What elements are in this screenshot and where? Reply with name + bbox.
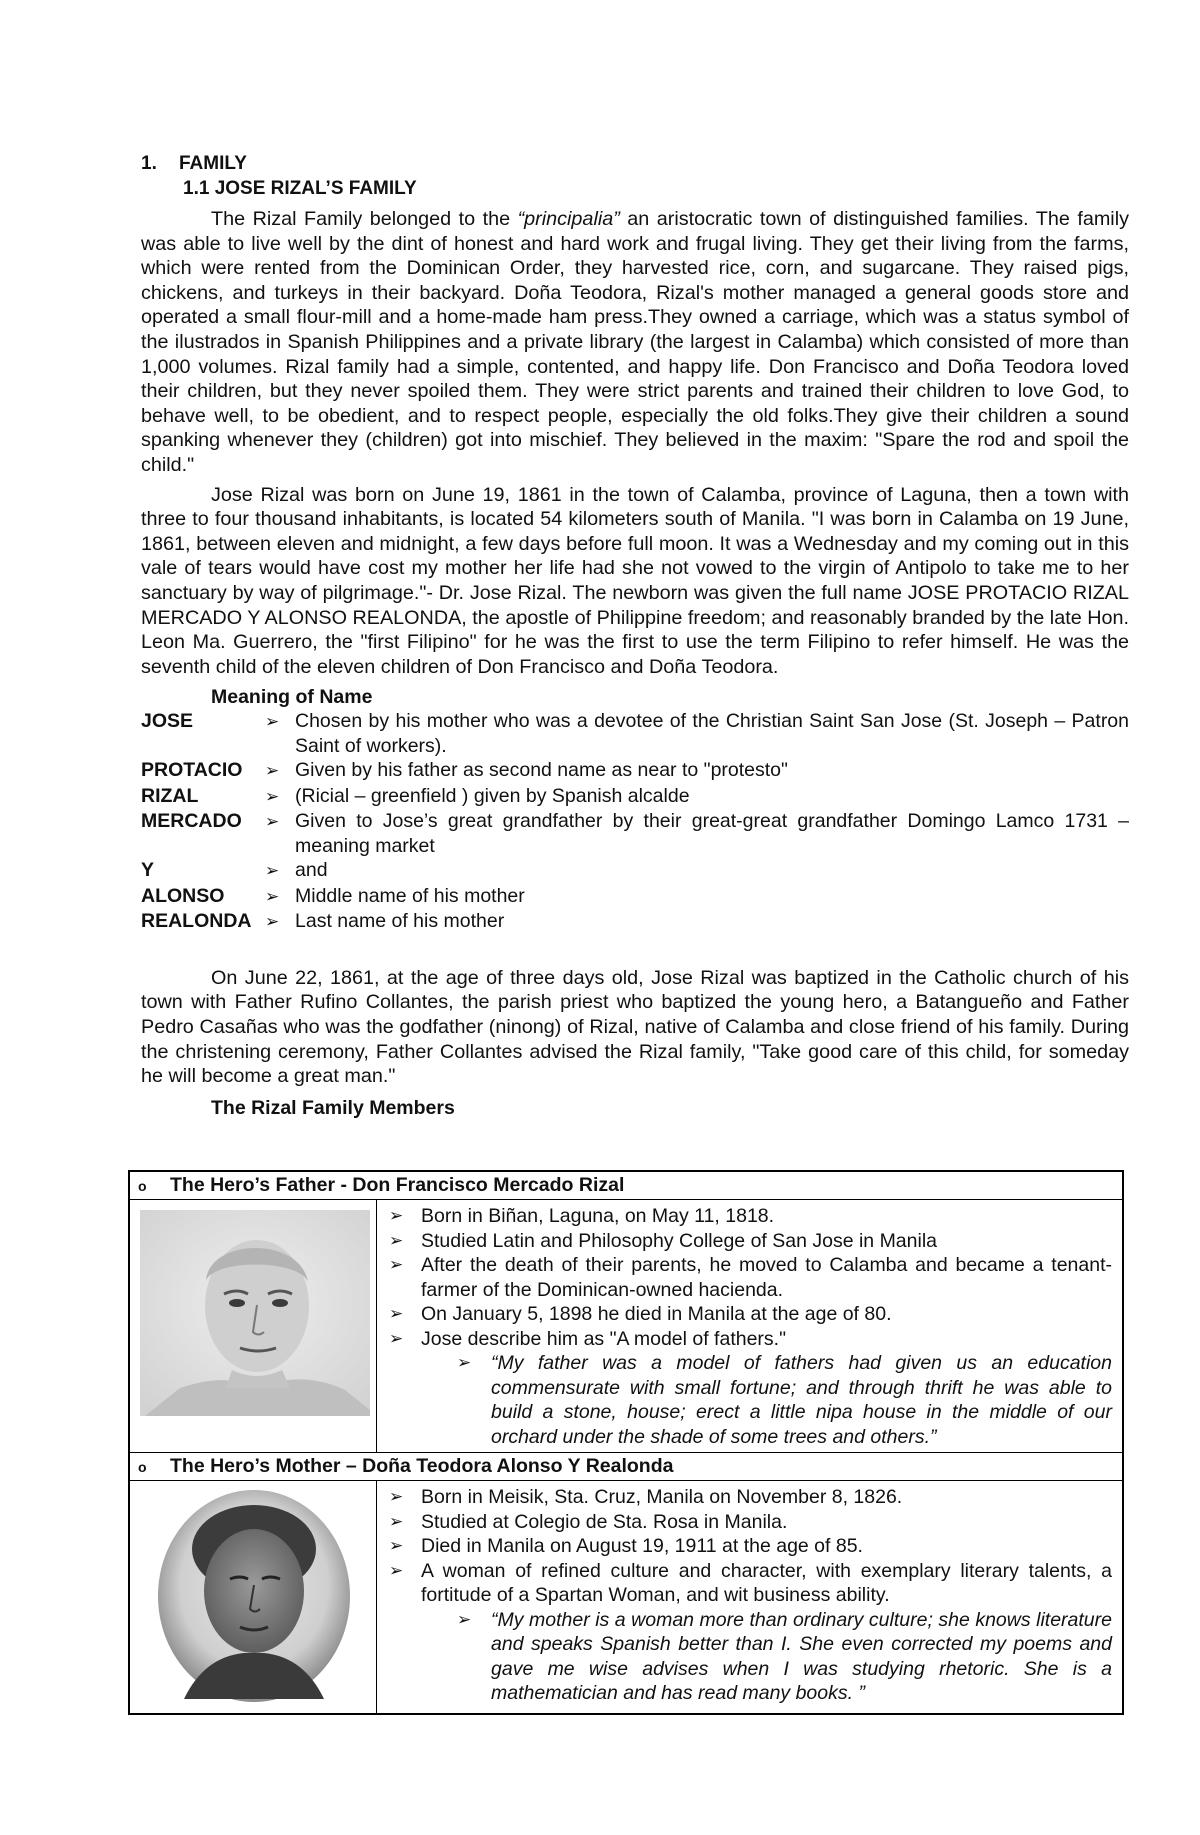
paragraph-birth: Jose Rizal was born on June 19, 1861 in the town of Calamba, province of Laguna, then a town with three to four thousand inhabitants, is located 54 kilometers south of Manila. "I was born in Calamba on 19 June, 1861, between eleven and midnight, a few days before full moon. It was a Wednesday and my coming out in this vale of tears would have cost my mother her life had she not vowed to the virgin of Antipolo to take me to her sanctuary by way of pilgrimage."- Dr. Jose Rizal. The newborn was given the full name JOSE PROTACIO RIZAL MERCADO Y ALONSO REALONDA, the apostle of Philippine freedom; and reasonably branded by the late Hon. Leon Ma. Guerrero, the "first Filipino" for he was the first to use the term Filipino to refer himself. He was the seventh child of the eleven children of Don Francisco and Doña Teodora. <box>141 483 1129 678</box>
arrow-bullet-icon: ➢ <box>457 1353 472 1372</box>
father-photo-cell <box>129 1200 377 1453</box>
arrow-bullet-icon: ➢ <box>265 761 280 781</box>
fact-text: On January 5, 1898 he died in Manila at the age of 80. <box>421 1303 892 1325</box>
arrow-bullet-icon: ➢ <box>457 1609 472 1629</box>
name-meaning-row <box>141 784 1129 810</box>
name-definition: Middle name of his mother <box>295 884 525 907</box>
section-title: FAMILY <box>179 153 247 174</box>
father-facts-list <box>377 1204 1122 1449</box>
name-meaning-row <box>141 758 1129 784</box>
arrow-bullet-icon: ➢ <box>265 786 280 806</box>
mother-photo-cell <box>129 1481 377 1715</box>
principalia-term: “principalia” <box>517 208 620 230</box>
name-definition: Given by his father as second name as near to "protesto" <box>295 759 788 782</box>
circle-bullet-icon: o <box>138 1459 147 1475</box>
arrow-bullet-icon: ➢ <box>265 812 280 832</box>
quote-item <box>389 1351 1112 1449</box>
father-header <box>129 1171 1123 1200</box>
name-meaning-table <box>141 709 1129 935</box>
arrow-bullet-icon: ➢ <box>389 1560 404 1580</box>
name-term: Y <box>141 859 155 882</box>
arrow-bullet-icon: ➢ <box>265 861 280 881</box>
members-heading: The Rizal Family Members <box>211 1096 455 1119</box>
arrow-bullet-icon: ➢ <box>389 1206 404 1225</box>
arrow-bullet-cell <box>265 784 295 810</box>
fact-item <box>389 1327 1112 1352</box>
fact-text: A woman of refined culture and character, with exemplary literary talents, a fortitude of a Spartan Woman, and wit business ability. <box>421 1559 1112 1606</box>
arrow-bullet-icon: ➢ <box>389 1511 404 1531</box>
arrow-bullet-cell <box>265 809 295 858</box>
mother-portrait-photo <box>144 1489 374 1703</box>
paragraph-baptism: On June 22, 1861, at the age of three days old, Jose Rizal was baptized in the Catholic church of his town with Father Rufino Collantes, the parish priest who baptized the young hero, a Batangueño and Father Pedro Casañas who was the godfather (ninong) of Rizal, native of Calamba and close friend of his family. During the christening ceremony, Father Collantes advised the Rizal family, "Take good care of this child, for someday he will become a great man." <box>141 966 1129 1088</box>
section-number: 1. <box>141 153 157 174</box>
father-portrait-photo <box>140 1210 370 1416</box>
fact-text: Studied at Colegio de Sta. Rosa in Manila. <box>421 1510 788 1533</box>
fact-text: Born in Meisik, Sta. Cruz, Manila on November 8, 1826. <box>421 1486 903 1508</box>
fact-text: After the death of their parents, he moved to Calamba and became a tenant-farmer of the Dominican-owned hacienda. <box>421 1254 1112 1301</box>
arrow-bullet-icon: ➢ <box>389 1255 404 1274</box>
fact-text: Jose describe him as "A model of fathers." <box>421 1327 787 1350</box>
name-definition: (Ricial – greenfield ) given by Spanish alcalde <box>295 784 690 807</box>
arrow-bullet-cell <box>265 884 295 910</box>
meaning-heading: Meaning of Name <box>211 686 373 709</box>
name-term: PROTACIO <box>141 759 243 782</box>
fact-item <box>389 1229 1112 1254</box>
document-page <box>141 152 1129 1119</box>
name-meaning-row <box>141 909 1129 935</box>
fact-item <box>389 1253 1112 1302</box>
arrow-bullet-cell <box>265 909 295 935</box>
quote-item <box>389 1608 1112 1706</box>
name-term: RIZAL <box>141 784 199 807</box>
fact-item <box>389 1559 1112 1608</box>
arrow-bullet-icon: ➢ <box>265 912 280 932</box>
arrow-bullet-icon: ➢ <box>389 1536 404 1555</box>
fact-item <box>389 1510 1112 1535</box>
quote-text: “My mother is a woman more than ordinary culture; she knows literature and speaks Spanish better than I. She even corrected my poems and gave me wise advises when I was studying rhetoric. She is a mathematician and has read many books. ” <box>491 1608 1112 1704</box>
paragraph-text: an aristocratic town of distinguished families. The family was able to live well by the dint of honest and hard work and frugal living. They get their living from the farms, which were rented from the Dominican Order, they harvested rice, corn, and sugarcane. They raised pigs, chickens, and turkeys in their backyard. Doña Teodora, Rizal's mother managed a general goods store and operated a small flour-mill and a home-made ham press.They owned a carriage, which was a status symbol of the ilustrados in Spanish Philippines and a private library (the largest in Calamba) which consisted of more than 1,000 volumes. Rizal family had a simple, contented, and happy life. Don Francisco and Doña Teodora loved their children, but they never spoiled them. They were strict parents and trained their children to love God, to behave well, to be obedient, and to respect people, especially the old folks.They give their children a sound spanking whenever they (children) got into mischief. They believed in the maxim: "Spare the rod and spoil the child." <box>141 208 1129 476</box>
arrow-bullet-icon: ➢ <box>389 1304 404 1323</box>
mother-facts-cell <box>377 1481 1124 1715</box>
name-definition: Chosen by his mother who was a devotee of the Christian Saint San Jose (St. Joseph – Patron Saint of workers). <box>295 710 1129 757</box>
arrow-bullet-cell <box>265 709 295 758</box>
name-definition: and <box>295 859 328 882</box>
fact-item <box>389 1534 1112 1559</box>
name-meaning-row <box>141 884 1129 910</box>
arrow-bullet-icon: ➢ <box>265 886 280 906</box>
arrow-bullet-icon: ➢ <box>389 1230 404 1250</box>
name-definition: Given to Jose’s great grandfather by their great-great grandfather Domingo Lamco 1731 – meaning market <box>295 810 1129 857</box>
name-meaning-row <box>141 809 1129 858</box>
section-heading <box>141 152 1129 176</box>
name-term: ALONSO <box>141 884 225 907</box>
name-meaning-row <box>141 709 1129 758</box>
subsection-heading: 1.1 JOSE RIZAL’S FAMILY <box>183 178 417 199</box>
fact-item <box>389 1302 1112 1327</box>
paragraph-text: The Rizal Family belonged to the <box>211 208 518 230</box>
arrow-bullet-icon: ➢ <box>389 1328 404 1348</box>
arrow-bullet-cell <box>265 758 295 784</box>
father-facts-cell <box>377 1200 1124 1453</box>
mother-facts-list <box>377 1485 1122 1706</box>
arrow-bullet-icon: ➢ <box>265 712 280 732</box>
name-term: MERCADO <box>141 810 242 833</box>
mother-header-text: The Hero’s Mother – Doña Teodora Alonso Y Realonda <box>170 1455 674 1477</box>
name-term: JOSE <box>141 710 194 733</box>
name-term: REALONDA <box>141 910 252 933</box>
fact-text: Studied Latin and Philosophy College of San Jose in Manila <box>421 1229 938 1252</box>
circle-bullet-icon: o <box>138 1178 147 1194</box>
arrow-bullet-icon: ➢ <box>389 1487 404 1506</box>
mother-header <box>129 1453 1123 1481</box>
family-members-table <box>128 1170 1124 1715</box>
paragraph-family <box>141 207 1129 478</box>
name-definition: Last name of his mother <box>295 910 505 933</box>
fact-text: Died in Manila on August 19, 1911 at the age of 85. <box>421 1535 863 1557</box>
father-header-text: The Hero’s Father - Don Francisco Mercado Rizal <box>170 1174 625 1196</box>
quote-text: “My father was a model of fathers had given us an education commensurate with small fortune; and through thrift he was able to build a stone, house; erect a little nipa house in the middle of our orchard under the shade of some trees and others.” <box>491 1352 1112 1448</box>
name-meaning-row <box>141 858 1129 884</box>
fact-text: Born in Biñan, Laguna, on May 11, 1818. <box>421 1205 775 1227</box>
arrow-bullet-cell <box>265 858 295 884</box>
fact-item <box>389 1485 1112 1510</box>
fact-item <box>389 1204 1112 1229</box>
